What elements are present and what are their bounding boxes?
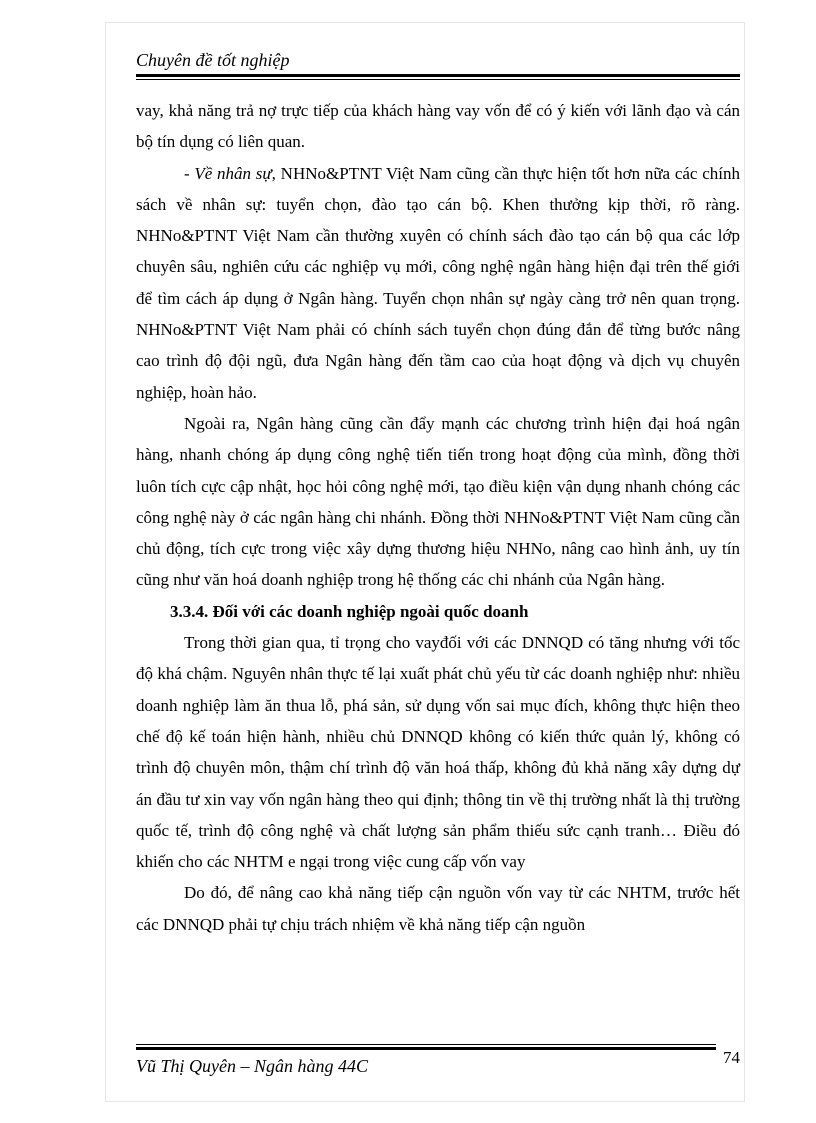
footer-rule xyxy=(136,1044,716,1050)
paragraph-2 xyxy=(136,158,740,408)
page-header xyxy=(136,48,740,80)
page-number: 74 xyxy=(723,1048,740,1067)
paragraph-1: vay, khả năng trả nợ trực tiếp của khách hàng vay vốn để có ý kiến với lãnh đạo và cán bộ tín dụng có liên quan. xyxy=(136,101,740,152)
paragraph-2-text: NHNo&PTNT Việt Nam cũng cần thực hiện tốt hơn nữa các chính sách về nhân sự: tuyển chọn, đào tạo cán bộ. Khen thưởng kịp thời, rõ ràng. NHNo&PTNT Việt Nam cần thường xuyên có chính sách đào tạo cán bộ qua các lớp chuyên sâu, nghiên cứu các nghiệp vụ mới, công nghệ ngân hàng hiện đại trên thế giới để tìm cách áp dụng ở Ngân hàng. Tuyển chọn nhân sự ngày càng trở nên quan trọng. NHNo&PTNT Việt Nam phải có chính sách tuyển chọn đúng đắn để từng bước nâng cao trình độ đội ngũ, đưa Ngân hàng đến tầm cao của hoạt động và dịch vụ chuyên nghiệp, hoàn hảo. xyxy=(136,163,740,402)
footer-author: Vũ Thị Quyên – Ngân hàng 44C xyxy=(136,1056,368,1076)
paragraph-2-lead: - Về nhân sự, xyxy=(184,163,276,183)
header-title: Chuyên đề tốt nghiệp xyxy=(136,50,290,70)
page-footer xyxy=(136,1044,740,1076)
paragraph-4: Trong thời gian qua, tỉ trọng cho vayđối với các DNNQD có tăng nhưng với tốc độ khá chậm. Nguyên nhân thực tế lại xuất phát chủ yếu từ các doanh nghiệp như: nhiều doanh nghiệp làm ăn thua lỗ, phá sản, sử dụng vốn sai mục đích, không thực hiện theo chế độ kế toán hiện hành, nhiều chủ DNNQD không có kiến thức quản lý, không có trình độ chuyên môn, thậm chí trình độ văn hoá thấp, không đủ khả năng xây dựng dự án đầu tư xin vay vốn ngân hàng theo qui định; thông tin về thị trường nhất là thị trường quốc tế, trình độ công nghệ và chất lượng sản phẩm thiếu sức cạnh tranh… Điều đó khiến cho các NHTM e ngại trong việc cung cấp vốn vay xyxy=(136,633,740,872)
paragraph-3: Ngoài ra, Ngân hàng cũng cần đẩy mạnh các chương trình hiện đại hoá ngân hàng, nhanh chóng áp dụng công nghệ tiến tiến trong hoạt động của mình, đồng thời luôn tích cực cập nhật, học hỏi công nghệ mới, tạo điều kiện vận dụng nhanh chóng các công nghệ này ở các ngân hàng chi nhánh. Đồng thời NHNo&PTNT Việt Nam cũng cần chủ động, tích cực trong việc xây dựng thương hiệu NHNo, nâng cao hình ảnh, uy tín cũng như văn hoá doanh nghiệp trong hệ thống các chi nhánh của Ngân hàng. xyxy=(136,413,740,590)
paragraph-5: Do đó, để nâng cao khả năng tiếp cận nguồn vốn vay từ các NHTM, trước hết các DNNQD phải tự chịu trách nhiệm về khả năng tiếp cận nguồn xyxy=(136,883,740,934)
header-rule xyxy=(136,74,740,80)
section-heading: 3.3.4. Đối với các doanh nghiệp ngoài quốc doanh xyxy=(170,601,529,621)
document-body xyxy=(136,95,740,940)
